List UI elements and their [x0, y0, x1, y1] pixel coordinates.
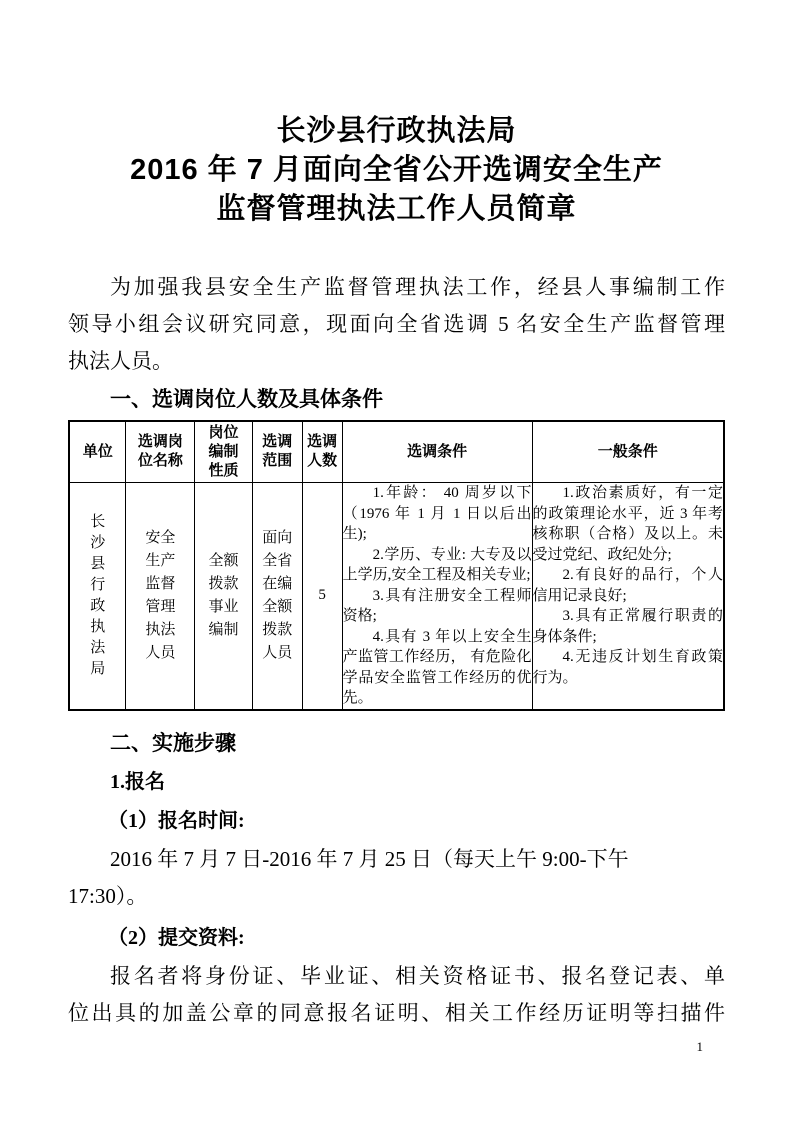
- general-condition-4: 4.无违反计划生育政策行为。: [532, 649, 723, 686]
- cell-unit: [69, 483, 126, 710]
- submit-materials-line-1: 报名者将身份证、毕业证、相关资格证书、报名登记表、单: [110, 963, 725, 988]
- cell-count: 5: [302, 483, 342, 710]
- general-condition-1: 1.政治素质好，有一定的政策理论水平，近 3 年考核称职（合格）及以上。未受过党纪、政纪处分;: [532, 485, 723, 563]
- item-baoming-time-label: （1）报名时间:: [108, 809, 245, 832]
- cell-position: [126, 483, 195, 710]
- cell-unit-text: 长沙县行政执法局: [90, 513, 106, 677]
- cell-scope-text: 面向全省在编全额拨款人员: [262, 529, 293, 661]
- header-position-label: 选调岗位名称: [137, 434, 183, 469]
- header-establishment: [195, 421, 253, 483]
- header-scope: [252, 421, 302, 483]
- baoming-time-paragraph: [68, 841, 725, 915]
- section1-heading: 一、选调岗位人数及具体条件: [110, 388, 383, 411]
- document-title: [68, 0, 725, 229]
- baoming-time-line-2: 17:30）。: [68, 883, 148, 908]
- selection-condition-4: 4.具有 3 年以上安全生产监管工作经历， 有危险化学品安全监管工作经历的优先。: [342, 628, 532, 706]
- submit-materials-line-2: 位出具的加盖公章的同意报名证明、相关工作经历证明等扫描件: [68, 1000, 725, 1025]
- submit-materials-paragraph: [68, 958, 725, 1032]
- intro-line-3: 执法人员。: [68, 349, 173, 373]
- intro-line-2: 领导小组会议研究同意，现面向全省选调 5 名安全生产监督管理: [68, 312, 725, 336]
- header-position: [126, 421, 195, 483]
- baoming-time-line-1: 2016 年 7 月 7 日-2016 年 7 月 25 日（每天上午 9:00-下午: [110, 846, 629, 871]
- cell-establishment: [195, 483, 253, 710]
- header-selection-conditions: [342, 421, 532, 483]
- selection-condition-1: 1.年龄： 40 周岁以下（1976 年 1 月 1 日以后出生);: [342, 485, 532, 542]
- header-count-label: 选调人数: [307, 434, 338, 469]
- page-number: 1: [696, 1039, 703, 1054]
- general-condition-2: 2.有良好的品行，个人信用记录良好;: [532, 567, 723, 604]
- table-header-row: [69, 421, 724, 483]
- intro-line-1: 为加强我县安全生产监督管理执法工作，经县人事编制工作: [110, 275, 725, 299]
- intro-paragraph: [68, 269, 725, 380]
- header-general-conditions-label: 一般条件: [597, 443, 658, 460]
- header-establishment-label: 岗位编制性质: [208, 424, 239, 479]
- header-selection-conditions-label: 选调条件: [407, 443, 468, 460]
- selection-condition-3: 3.具有注册安全工程师资格;: [342, 587, 532, 624]
- header-scope-label: 选调范围: [262, 434, 293, 469]
- title-line-3: 监督管理执法工作人员简章: [216, 193, 577, 225]
- title-line-2: 2016 年 7 月面向全省公开选调安全生产: [130, 154, 663, 186]
- cell-general-conditions: [532, 483, 724, 710]
- item-submit-materials-label: （2）提交资料:: [108, 926, 245, 949]
- header-count: [302, 421, 342, 483]
- selection-condition-2: 2.学历、专业: 大专及以上学历,安全工程及相关专业;: [342, 546, 532, 583]
- header-unit-label: 单位: [82, 443, 113, 460]
- positions-table: [68, 420, 725, 711]
- cell-establishment-text: 全额拨款事业编制: [208, 552, 239, 638]
- subsection-baoming: 1.报名: [110, 770, 165, 793]
- section2-heading: 二、实施步骤: [110, 731, 236, 755]
- general-condition-3: 3.具有正常履行职责的身体条件;: [532, 608, 723, 645]
- cell-position-text: 安全生产监督管理执法人员: [145, 529, 176, 661]
- title-line-1: 长沙县行政执法局: [276, 115, 517, 147]
- cell-selection-conditions: [342, 483, 532, 710]
- header-unit: [69, 421, 126, 483]
- header-general-conditions: [532, 421, 724, 483]
- table-data-row: [69, 483, 724, 710]
- cell-scope: [252, 483, 302, 710]
